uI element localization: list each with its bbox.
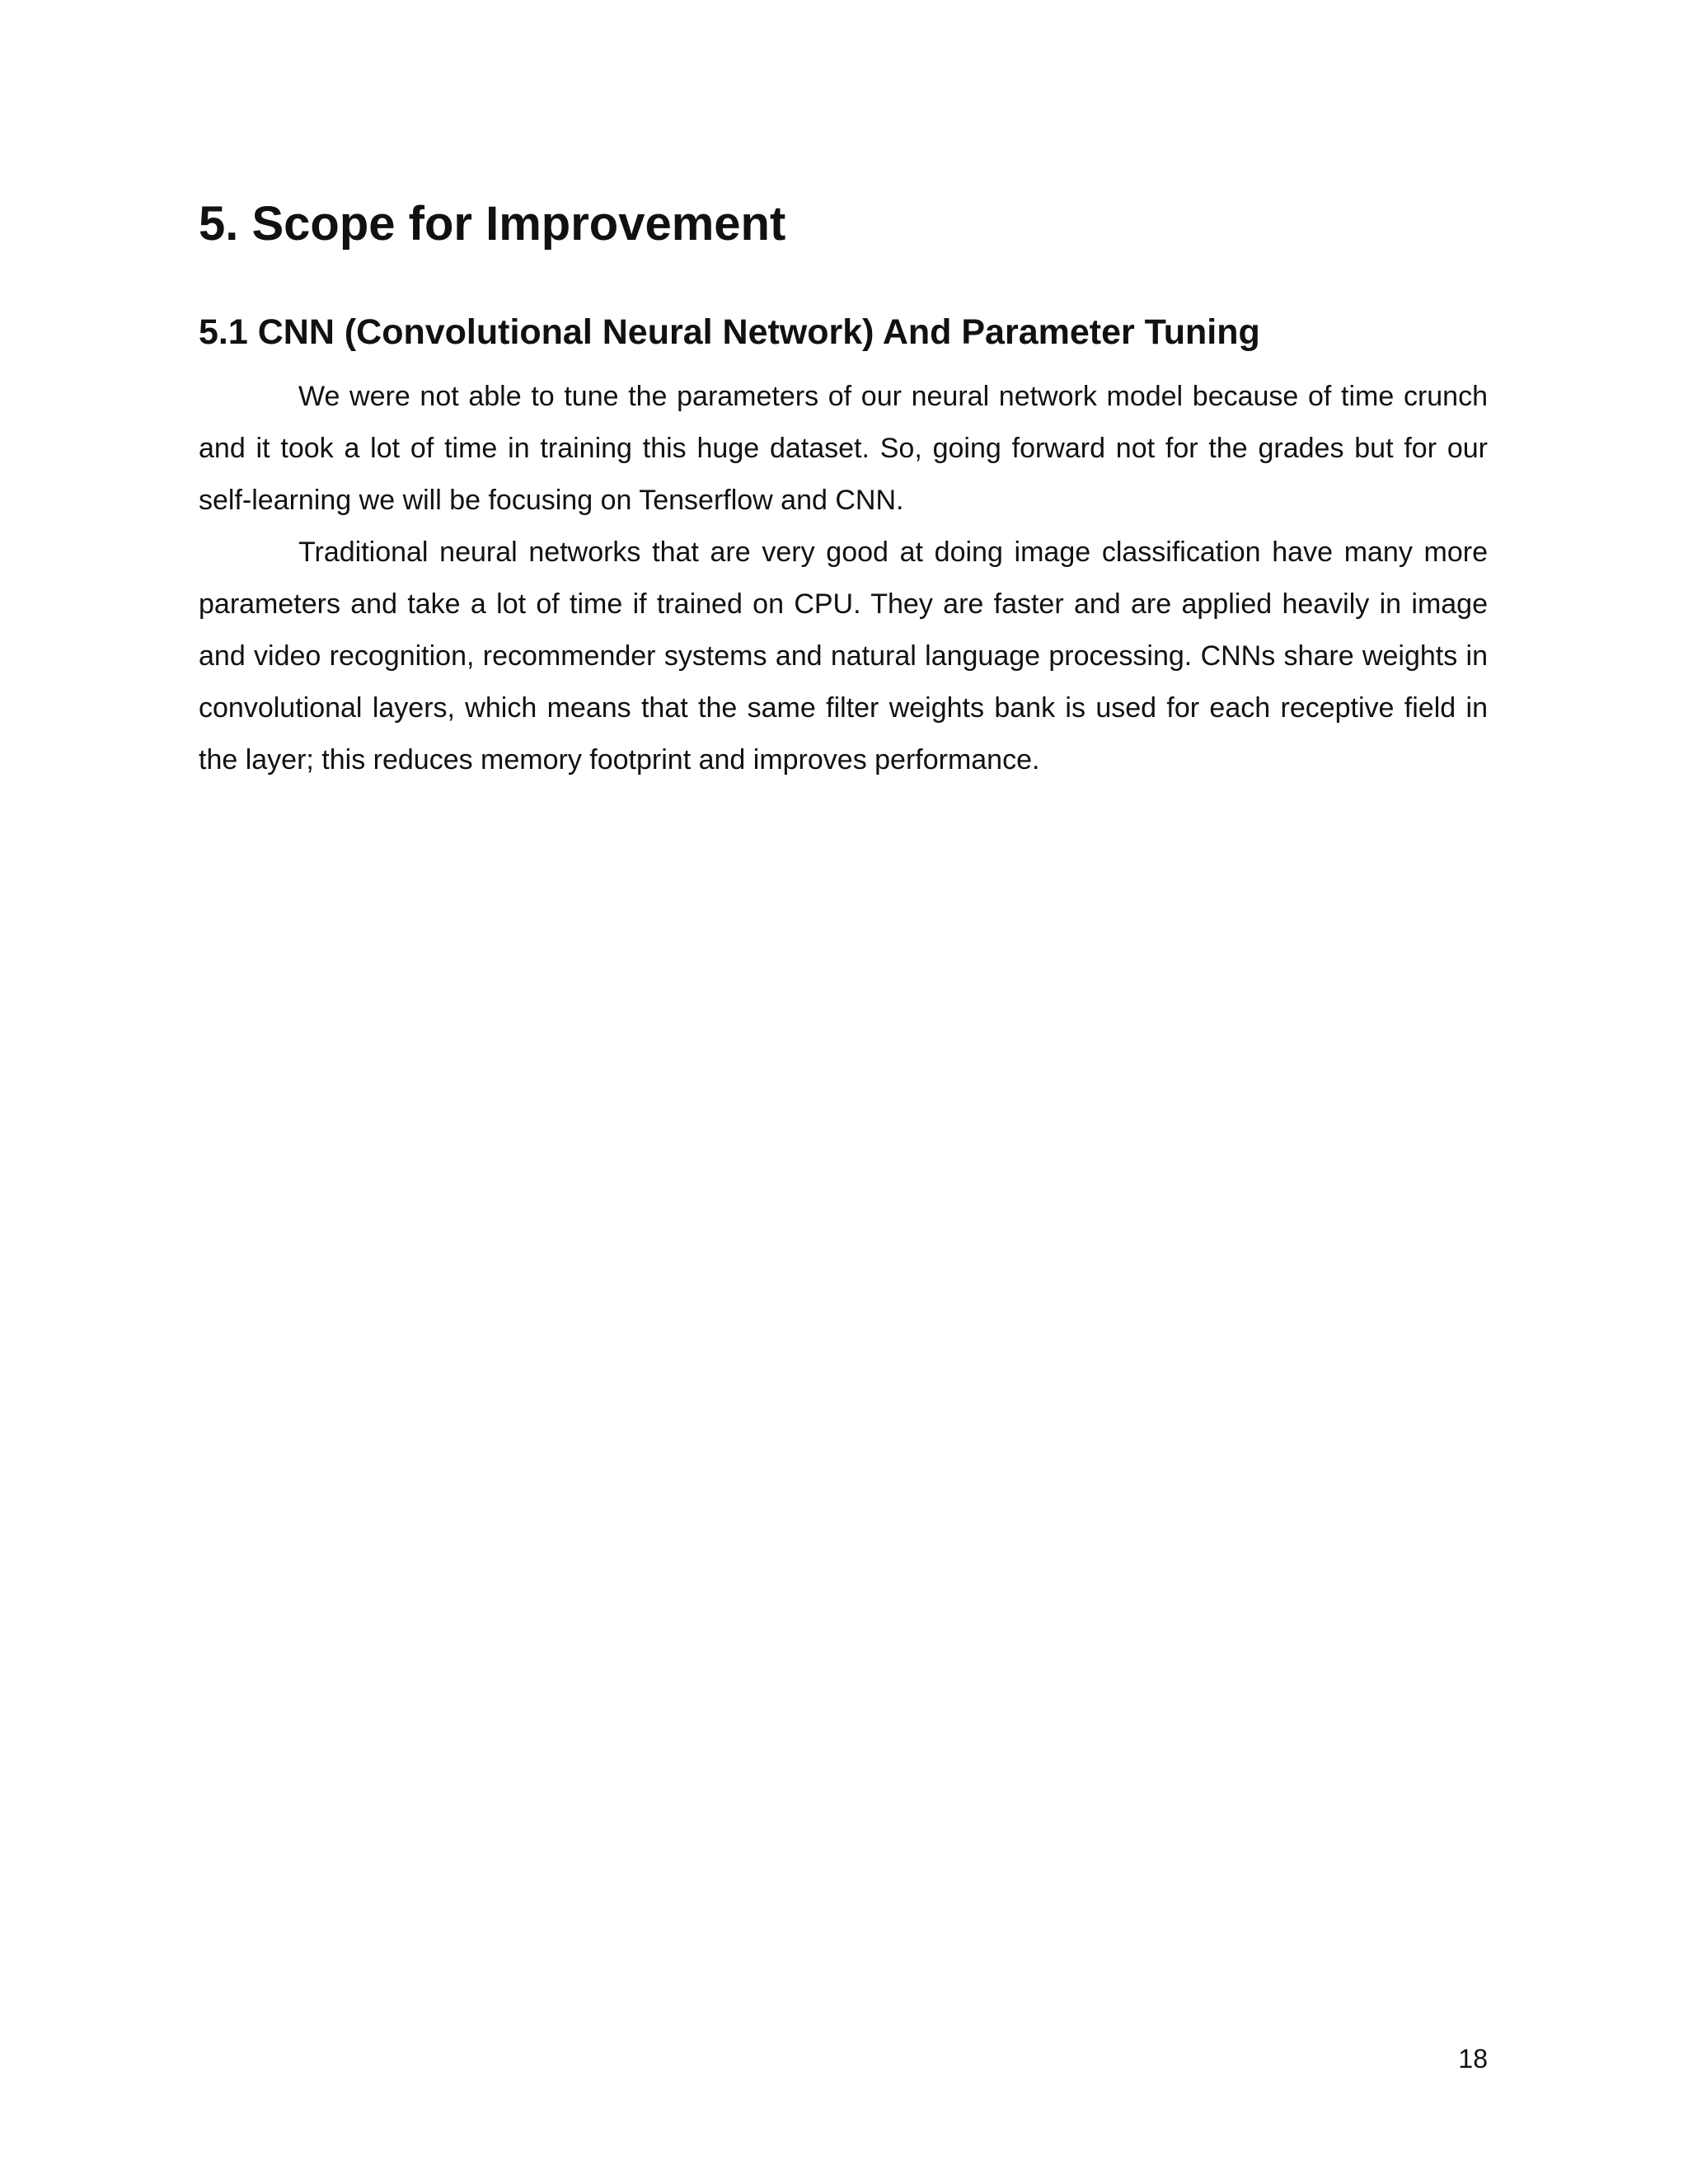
section-heading: 5. Scope for Improvement [199, 197, 786, 251]
page-number: 18 [1458, 2044, 1488, 2074]
body-paragraph-2: Traditional neural networks that are very good at doing image classification have many more parameters and take a lot of time if trained on CPU. They are faster and are applied heavily in image and video recognition, recommender systems and natural language processing. CNNs share weights in convolutional layers, which means that the same filter weights bank is used for each receptive field in the layer; this reduces memory footprint and improves performance. [199, 537, 1488, 776]
body-paragraph-1: We were not able to tune the parameters of our neural network model because of time crunch and it took a lot of time in training this huge dataset. So, going forward not for the grades but for our self-learning we will be focusing on Tenserflow and CNN. [199, 381, 1488, 516]
subsection-heading: 5.1 CNN (Convolutional Neural Network) And Parameter Tuning [199, 312, 1260, 352]
page-content [199, 188, 1488, 786]
